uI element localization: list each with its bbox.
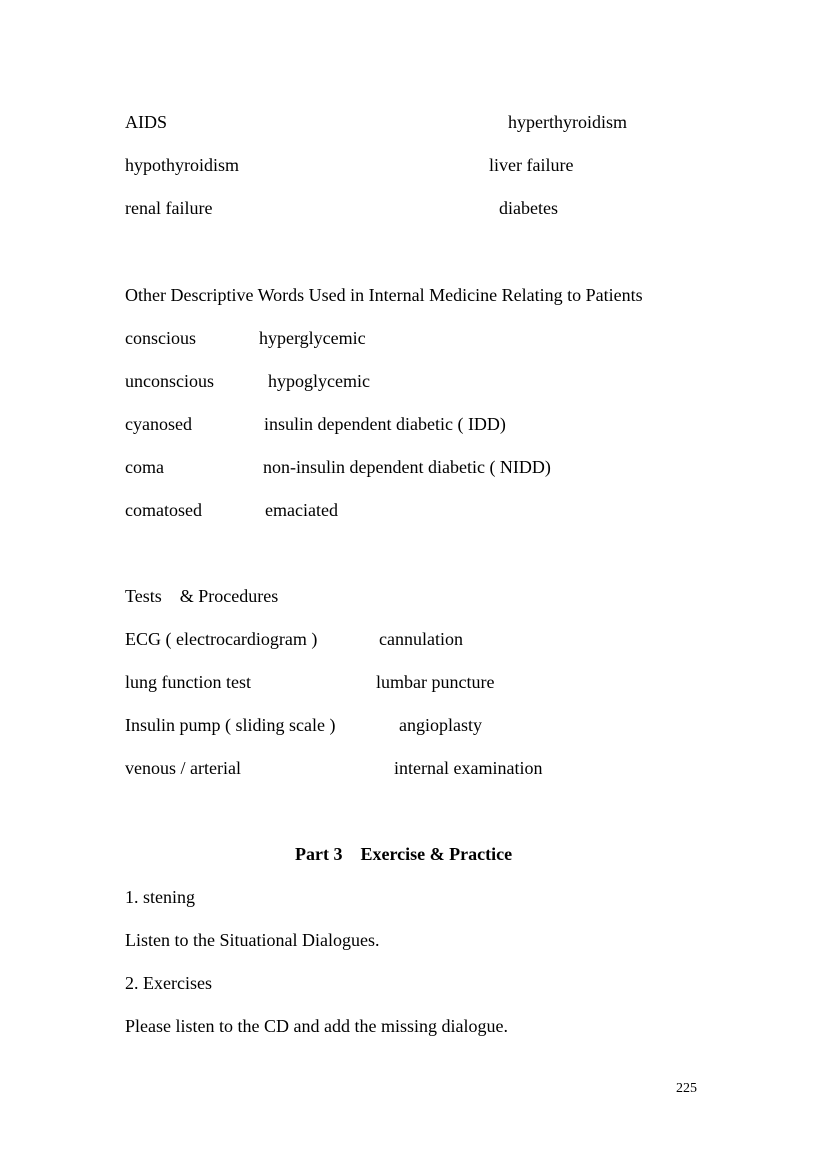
item2-text: Please listen to the CD and add the missing dialogue. [125, 1016, 508, 1036]
test-item-right: angioplasty [399, 715, 482, 735]
descriptive-word-left: unconscious [125, 371, 214, 391]
descriptive-heading: Other Descriptive Words Used in Internal Medicine Relating to Patients [125, 285, 643, 305]
condition-aids: AIDS [125, 112, 168, 132]
item1-text: Listen to the Situational Dialogues. [125, 930, 380, 950]
condition-hypothyroidism: hypothyroidism [125, 155, 240, 175]
test-item-right: cannulation [379, 629, 463, 649]
item1-heading: 1. stening [125, 887, 195, 907]
test-item-left: Insulin pump ( sliding scale ) [125, 715, 336, 735]
descriptive-word-right: emaciated [265, 500, 338, 520]
descriptive-word-right: hyperglycemic [259, 328, 366, 348]
page-number: 225 [676, 1081, 697, 1096]
condition-renal-failure: renal failure [125, 198, 213, 218]
test-item-right: internal examination [394, 758, 543, 778]
descriptive-word-right: hypoglycemic [268, 371, 370, 391]
descriptive-word-right: non-insulin dependent diabetic ( NIDD) [263, 457, 551, 477]
test-item-left: venous / arterial [125, 758, 241, 778]
condition-hyperthyroidism: hyperthyroidism [508, 112, 627, 132]
test-item-left: ECG ( electrocardiogram ) [125, 629, 318, 649]
condition-diabetes: diabetes [499, 198, 558, 218]
item2-heading: 2. Exercises [125, 973, 212, 993]
part3-title: Part 3 Exercise & Practice [295, 844, 513, 864]
condition-liver-failure: liver failure [489, 155, 574, 175]
descriptive-word-left: comatosed [125, 500, 202, 520]
tests-heading: Tests & Procedures [125, 586, 279, 606]
descriptive-word-left: conscious [125, 328, 196, 348]
descriptive-word-right: insulin dependent diabetic ( IDD) [264, 414, 506, 434]
test-item-right: lumbar puncture [376, 672, 495, 692]
descriptive-word-left: coma [125, 457, 164, 477]
test-item-left: lung function test [125, 672, 251, 692]
descriptive-word-left: cyanosed [125, 414, 192, 434]
